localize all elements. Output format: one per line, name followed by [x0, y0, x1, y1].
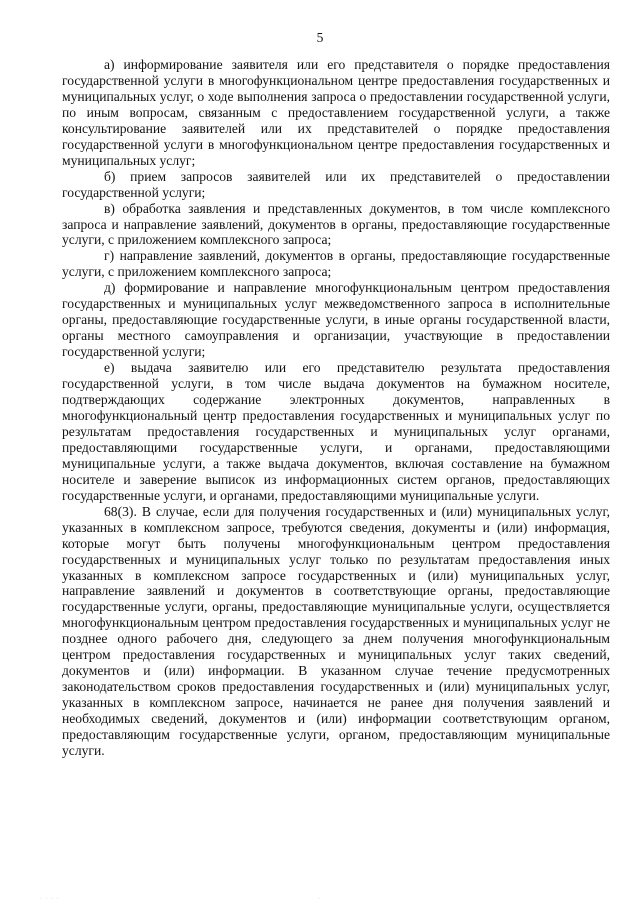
paragraph-item-e: е) выдача заявителю или его представителю результата предоставления государственной услуги, в том числе выдача документов на бумажном носителе, подтверждающих содержание электронных документов, направленных в многофункциональный центр предоставления государственных и муниципальных услуг по результатам предоставления государственных и муниципальных услуг органами, предоставляющими государственные услуги, и органами, предоставляющими муниципальные услуги, а также выдача документов, включая составление на бумажном носителе и заверение выписок из информационных систем органов, предоставляющих государственные услуги, и органами, предоставляющими муниципальные услуги. — [62, 360, 610, 503]
paragraph-item-a: а) информирование заявителя или его представителя о порядке предоставления государственной услуги в многофункциональном центре предоставления государственных и муниципальных услуг, о ходе выполнения запроса о предоставлении государственной услуги, по иным вопросам, связанным с предоставлением государственной услуги, а также консультирование заявителей или их представителей о порядке предоставления государственной услуги в многофункциональном центре предоставления государственных и муниципальных услуг; — [62, 57, 610, 168]
paragraph-item-b: б) прием запросов заявителей или их представителей о предоставлении государственной услуги; — [62, 168, 610, 200]
paragraph-item-g: г) направление заявлений, документов в органы, предоставляющие государственные услуги, с приложением комплексного запроса; — [62, 248, 610, 280]
paragraph-68-3: 68(3). В случае, если для получения государственных и (или) муниципальных услуг, указанных в комплексном запросе, требуются сведения, документы и (или) информация, которые могут быть получены многофункциональным центром предоставления государственных и муниципальных услуг только по результатам предоставления иных указанных в комплексном запросе государственных и (или) муниципальных услуг, направление заявлений и документов в соответствующие органы, предоставляющие государственные услуги, органы, предоставляющие муниципальные услуги, осуществляется многофункциональным центром предоставления государственных и муниципальных услуг не позднее одного рабочего дня, следующего за днем получения многофункциональным центром предоставления государственных и муниципальных услуг таких сведений, документов и (или) информации. В указанном случае течение предусмотренных законодательством сроков предоставления государственных и (или) муниципальных услуг, указанных в комплексном запросе, начинается не ранее дня получения заявлений и необходимых сведений, документов и (или) информации соответствующим органом, предоставляющим государственные услуги, органом, предоставляющим муниципальные услуги. — [62, 503, 610, 758]
paragraph-item-v: в) обработка заявления и представленных документов, в том числе комплексного запроса и направление заявлений, документов в органы, предоставляющие государственные услуги, с приложением комплексного запроса; — [62, 200, 610, 248]
page-number: 5 — [316, 30, 324, 45]
scan-artifact-mark: · · · · — [40, 896, 60, 902]
scan-artifact-mark: · — [318, 896, 321, 902]
paragraph-item-d: д) формирование и направление многофункциональным центром предоставления государственных и муниципальных услуг межведомственного запроса в исполнительные органы, предоставляющие государственные услуги, в иные органы государственной власти, органы местного самоуправления и организации, участвующие в предоставлении государственной услуги; — [62, 280, 610, 360]
document-body — [62, 57, 610, 759]
